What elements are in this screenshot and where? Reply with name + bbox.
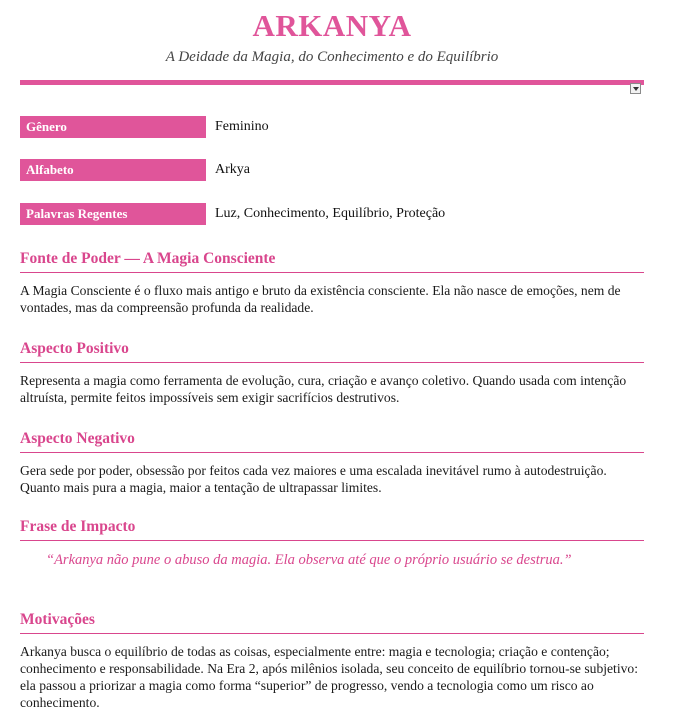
section-heading: Aspecto Negativo — [20, 429, 644, 453]
impact-quote: “Arkanya não pune o abuso da magia. Ela observa até que o próprio usuário se destrua.” — [46, 552, 572, 568]
section-motivacoes — [20, 610, 644, 711]
field-label: Palavras Regentes — [20, 203, 206, 225]
field-value: Arkya — [215, 162, 250, 177]
field-row-genero — [20, 116, 644, 138]
document-page — [20, 0, 644, 85]
title-divider-bar — [20, 80, 644, 85]
field-value: Luz, Conhecimento, Equilíbrio, Proteção — [215, 206, 446, 221]
section-body: Arkanya busca o equilíbrio de todas as coisas, especialmente entre: magia e tecnologia; criação e contenção; conhecimento e responsabilidade. Na Era 2, após milênios isolada, seu conceito de equilíbrio tornou-se subjetivo: ela passou a priorizar a magia como forma “superior” de progresso, vendo a tecnologia como um risco ao conhecimento. — [20, 644, 638, 710]
page-title: ARKANYA — [252, 8, 412, 43]
section-body: A Magia Consciente é o fluxo mais antigo e bruto da existência consciente. Ela não nasce de emoções, nem de vontades, mas da compreensão profunda da realidade. — [20, 283, 621, 315]
field-row-palavras-regentes — [20, 203, 644, 225]
section-frase-de-impacto — [20, 517, 644, 569]
section-body: Representa a magia como ferramenta de evolução, cura, criação e avanço coletivo. Quando usada com intenção altruísta, permite feitos impossíveis sem exigir sacrifícios destrutivos. — [20, 373, 627, 405]
field-value: Feminino — [215, 119, 269, 134]
chevron-down-icon[interactable] — [630, 83, 641, 94]
section-heading: Motivações — [20, 610, 644, 634]
page-subtitle: A Deidade da Magia, do Conhecimento e do Equilíbrio — [165, 49, 499, 65]
section-fonte-de-poder — [20, 249, 644, 316]
field-label: Alfabeto — [20, 159, 206, 181]
section-heading: Aspecto Positivo — [20, 339, 644, 363]
field-row-alfabeto — [20, 159, 644, 181]
section-heading: Frase de Impacto — [20, 517, 644, 541]
section-aspecto-positivo — [20, 339, 644, 406]
section-heading: Fonte de Poder — A Magia Consciente — [20, 249, 644, 273]
section-aspecto-negativo — [20, 429, 644, 496]
section-body: Gera sede por poder, obsessão por feitos cada vez maiores e uma escalada inevitável rumo à autodestruição. Quanto mais pura a magia, maior a tentação de ultrapassar limites. — [20, 463, 607, 495]
field-label: Gênero — [20, 116, 206, 138]
